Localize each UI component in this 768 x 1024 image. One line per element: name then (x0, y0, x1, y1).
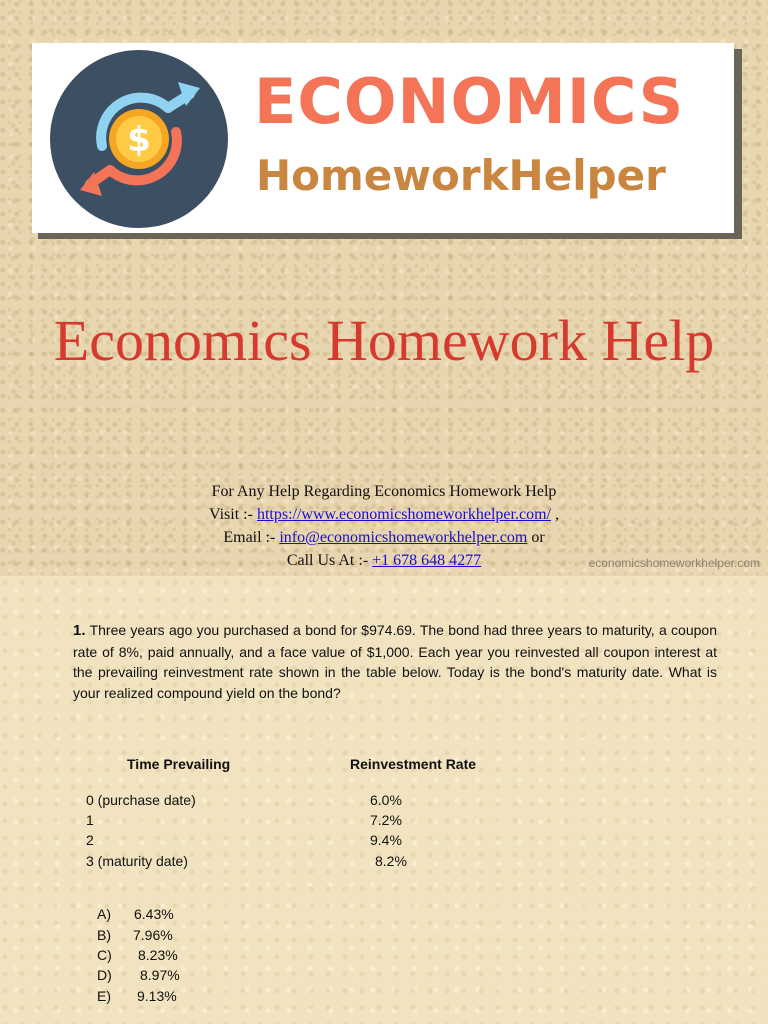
table-cell-rate: 7.2% (370, 812, 402, 828)
option-letter: C) (97, 947, 112, 963)
table-cell-rate: 9.4% (370, 832, 402, 848)
logo-banner (32, 43, 734, 233)
option-value: 8.97% (140, 967, 180, 983)
option-value: 9.13% (137, 988, 177, 1004)
email-suffix: or (531, 529, 545, 546)
table-cell-time: 1 (86, 812, 94, 828)
option-value: 6.43% (134, 906, 174, 922)
logo-wordmark-top: ECONOMICS (254, 65, 685, 138)
question-text (73, 620, 717, 703)
question-slide (0, 576, 768, 1024)
answer-option (97, 927, 297, 947)
option-value: 7.96% (133, 927, 173, 943)
website-link[interactable]: https://www.economicshomeworkhelper.com/ (256, 506, 551, 523)
visit-label: Visit :- (209, 506, 253, 523)
table-cell-time: 0 (purchase date) (86, 792, 196, 808)
email-label: Email :- (223, 529, 276, 546)
contact-email-line (0, 526, 768, 549)
contact-intro: For Any Help Regarding Economics Homework Help (211, 483, 557, 500)
answer-option (97, 967, 297, 987)
option-letter: B) (97, 927, 111, 943)
table-cell-time: 3 (maturity date) (86, 853, 188, 869)
answer-option (97, 947, 297, 967)
dollar-coin-cycle-icon (50, 50, 228, 228)
table-row (0, 792, 768, 812)
svg-text:$: $ (127, 120, 151, 160)
option-letter: A) (97, 906, 111, 922)
table-cell-rate: 6.0% (370, 792, 402, 808)
option-letter: D) (97, 967, 112, 983)
table-header-rate: Reinvestment Rate (350, 756, 477, 772)
email-link[interactable]: info@economicshomeworkhelper.com (279, 529, 528, 546)
table-cell-rate: 8.2% (375, 853, 407, 869)
contact-visit-line (0, 503, 768, 526)
question-number: 1. (73, 622, 86, 639)
call-label: Call Us At :- (286, 552, 369, 569)
watermark: economicshomeworkhelper.com (588, 556, 760, 570)
table-row (0, 832, 768, 852)
table-header-time: Time Prevailing (127, 756, 231, 772)
table-row (0, 853, 768, 873)
table-row (0, 812, 768, 832)
answer-option (97, 988, 297, 1008)
question-body: Three years ago you purchased a bond for $974.69. The bond had three years to maturity, a coupon rate of 8%, paid annually, and a face value of $1,000. Each year you reinvested all coupon interest at the prevailing reinvestment rate shown in the table below. Today is the bond's maturity date. What is your realized compound yield on the bond? (73, 622, 717, 701)
logo-wordmark-bottom: HomeworkHelper (256, 151, 666, 200)
table-cell-time: 2 (86, 832, 94, 848)
option-value: 8.23% (138, 947, 178, 963)
option-letter: E) (97, 988, 111, 1004)
page-title: Economics Homework Help (53, 308, 715, 373)
visit-suffix: , (554, 506, 559, 523)
answer-option (97, 906, 297, 926)
phone-link[interactable]: +1 678 648 4277 (372, 552, 482, 569)
